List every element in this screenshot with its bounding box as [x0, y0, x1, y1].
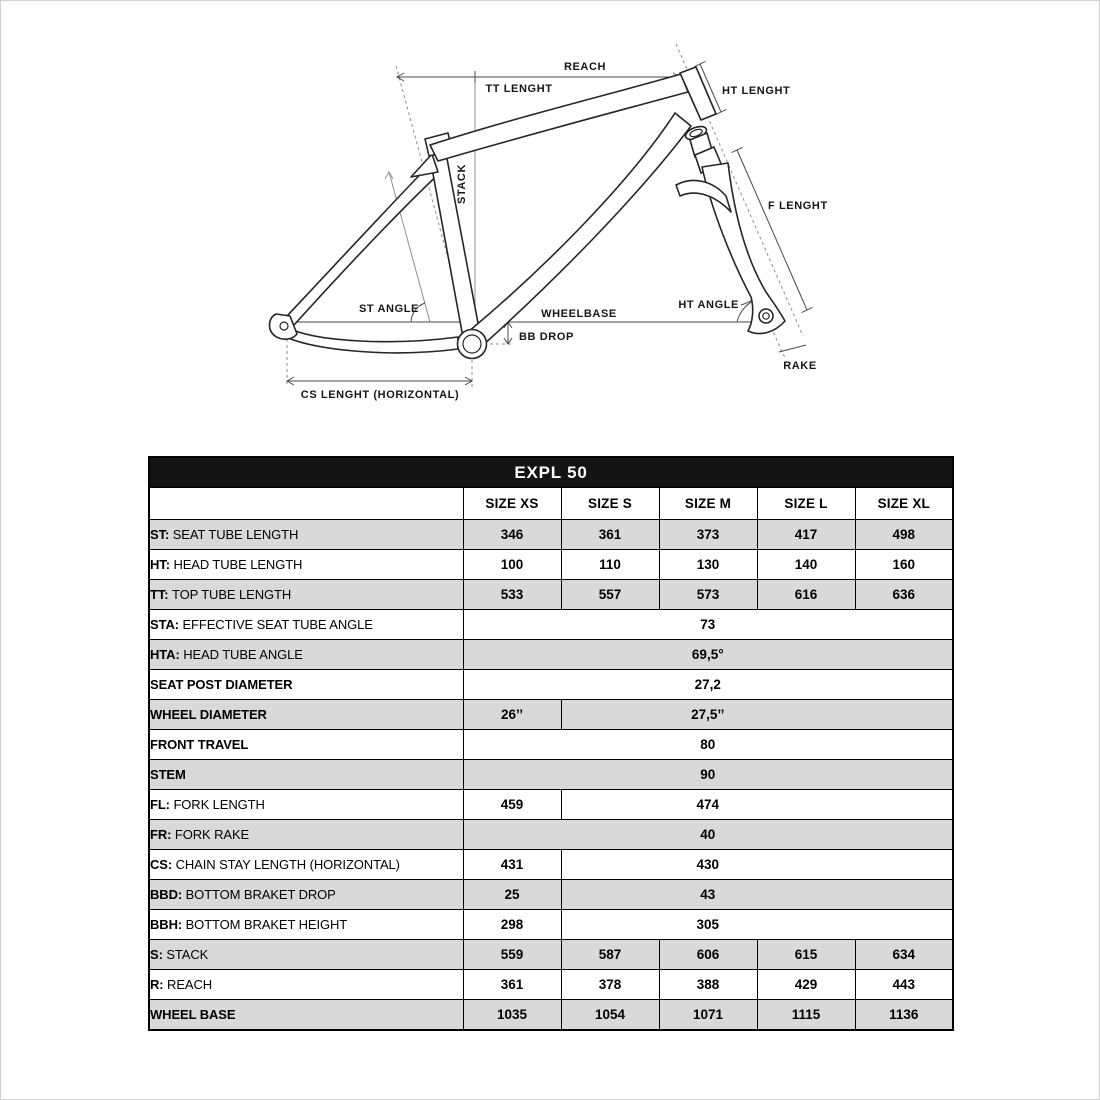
spec-value: 533: [463, 580, 561, 610]
spec-value: 1035: [463, 1000, 561, 1031]
spec-value: 160: [855, 550, 953, 580]
table-row: [149, 1000, 953, 1031]
spec-value: 80: [463, 730, 953, 760]
spec-value: 25: [463, 880, 561, 910]
front-axle-hole: [763, 313, 769, 319]
spec-rows: [149, 520, 953, 1031]
spec-value: 559: [463, 940, 561, 970]
row-label: FRONT TRAVEL: [149, 730, 463, 760]
tt-length-label: TT LENGHT: [485, 83, 553, 95]
spec-value: 1054: [561, 1000, 659, 1031]
seat-tube: [429, 148, 481, 343]
table-row: [149, 910, 953, 940]
col-header-size-xl: SIZE XL: [855, 488, 953, 520]
spec-value: 634: [855, 940, 953, 970]
table-row: [149, 940, 953, 970]
spec-value: 361: [561, 520, 659, 550]
bb-drop-label: BB DROP: [519, 331, 574, 343]
spec-value: 43: [561, 880, 953, 910]
cs-length-label: CS LENGHT (HORIZONTAL): [300, 389, 460, 401]
row-label: S: STACK: [149, 940, 463, 970]
f-length-label: F LENGHT: [768, 200, 828, 212]
rear-axle-hole: [280, 322, 288, 330]
col-header-size-s: SIZE S: [561, 488, 659, 520]
table-row: [149, 730, 953, 760]
wheelbase-label: WHEELBASE: [541, 308, 617, 320]
reach-label: REACH: [563, 61, 607, 73]
row-label: FL: FORK LENGTH: [149, 790, 463, 820]
row-label: STA: EFFECTIVE SEAT TUBE ANGLE: [149, 610, 463, 640]
stack-label: STACK: [456, 163, 468, 205]
spec-value: 69,5°: [463, 640, 953, 670]
col-header-size-xs: SIZE XS: [463, 488, 561, 520]
table-row: [149, 700, 953, 730]
table-title: EXPL 50: [149, 457, 953, 488]
rake-label: RAKE: [783, 360, 817, 372]
row-label: CS: CHAIN STAY LENGTH (HORIZONTAL): [149, 850, 463, 880]
table-row: [149, 610, 953, 640]
spec-value: 636: [855, 580, 953, 610]
spec-value: 40: [463, 820, 953, 850]
size-header-row: [149, 488, 953, 520]
row-label: R: REACH: [149, 970, 463, 1000]
spec-value: 298: [463, 910, 561, 940]
spec-value: 431: [463, 850, 561, 880]
row-label: STEM: [149, 760, 463, 790]
col-header-size-l: SIZE L: [757, 488, 855, 520]
rake-dim-line: [779, 345, 806, 352]
table-row: [149, 520, 953, 550]
table-title-row: [149, 457, 953, 488]
table-row: [149, 760, 953, 790]
spec-value: 587: [561, 940, 659, 970]
row-label: TT: TOP TUBE LENGTH: [149, 580, 463, 610]
spec-value: 140: [757, 550, 855, 580]
spec-value: 27,2: [463, 670, 953, 700]
row-label: HTA: HEAD TUBE ANGLE: [149, 640, 463, 670]
spec-value: 27,5’’: [561, 700, 953, 730]
chain-stay: [288, 330, 458, 353]
ht-angle-label: HT ANGLE: [678, 299, 739, 311]
spec-value: 388: [659, 970, 757, 1000]
spec-value: 615: [757, 940, 855, 970]
table-row: [149, 970, 953, 1000]
label-column-header: [149, 488, 463, 520]
spec-value: 616: [757, 580, 855, 610]
row-label: WHEEL DIAMETER: [149, 700, 463, 730]
spec-value: 361: [463, 970, 561, 1000]
spec-value: 130: [659, 550, 757, 580]
row-label: HT: HEAD TUBE LENGTH: [149, 550, 463, 580]
spec-value: 459: [463, 790, 561, 820]
table-row: [149, 790, 953, 820]
col-header-size-m: SIZE M: [659, 488, 757, 520]
spec-value: 110: [561, 550, 659, 580]
st-angle-label: ST ANGLE: [358, 303, 419, 315]
spec-value: 443: [855, 970, 953, 1000]
table-row: [149, 550, 953, 580]
spec-value: 100: [463, 550, 561, 580]
spec-value: 1115: [757, 1000, 855, 1031]
spec-value: 1136: [855, 1000, 953, 1031]
seat-cluster-gusset: [411, 154, 438, 177]
spec-value: 573: [659, 580, 757, 610]
spec-value: 90: [463, 760, 953, 790]
bike-geometry-diagram: [0, 0, 1100, 445]
table-row: [149, 820, 953, 850]
spec-value: 498: [855, 520, 953, 550]
spec-value: 430: [561, 850, 953, 880]
spec-value: 429: [757, 970, 855, 1000]
row-label: BBD: BOTTOM BRAKET DROP: [149, 880, 463, 910]
spec-value: 373: [659, 520, 757, 550]
spec-value: 1071: [659, 1000, 757, 1031]
spec-value: 346: [463, 520, 561, 550]
spec-value: 73: [463, 610, 953, 640]
table-row: [149, 850, 953, 880]
row-label: ST: SEAT TUBE LENGTH: [149, 520, 463, 550]
row-label: BBH: BOTTOM BRAKET HEIGHT: [149, 910, 463, 940]
spec-value: 305: [561, 910, 953, 940]
spec-value: 26’’: [463, 700, 561, 730]
spec-value: 378: [561, 970, 659, 1000]
table-row: [149, 670, 953, 700]
geometry-table: [148, 456, 954, 1031]
row-label: WHEEL BASE: [149, 1000, 463, 1031]
spec-value: 474: [561, 790, 953, 820]
spec-value: 557: [561, 580, 659, 610]
seat-stay: [287, 157, 446, 325]
table-row: [149, 580, 953, 610]
frame-drawing: [269, 67, 785, 359]
spec-value: 606: [659, 940, 757, 970]
table-row: [149, 640, 953, 670]
bottom-bracket-hole: [463, 335, 481, 353]
ht-length-label: HT LENGHT: [722, 85, 791, 97]
spec-value: 417: [757, 520, 855, 550]
row-label: SEAT POST DIAMETER: [149, 670, 463, 700]
table-row: [149, 880, 953, 910]
row-label: FR: FORK RAKE: [149, 820, 463, 850]
